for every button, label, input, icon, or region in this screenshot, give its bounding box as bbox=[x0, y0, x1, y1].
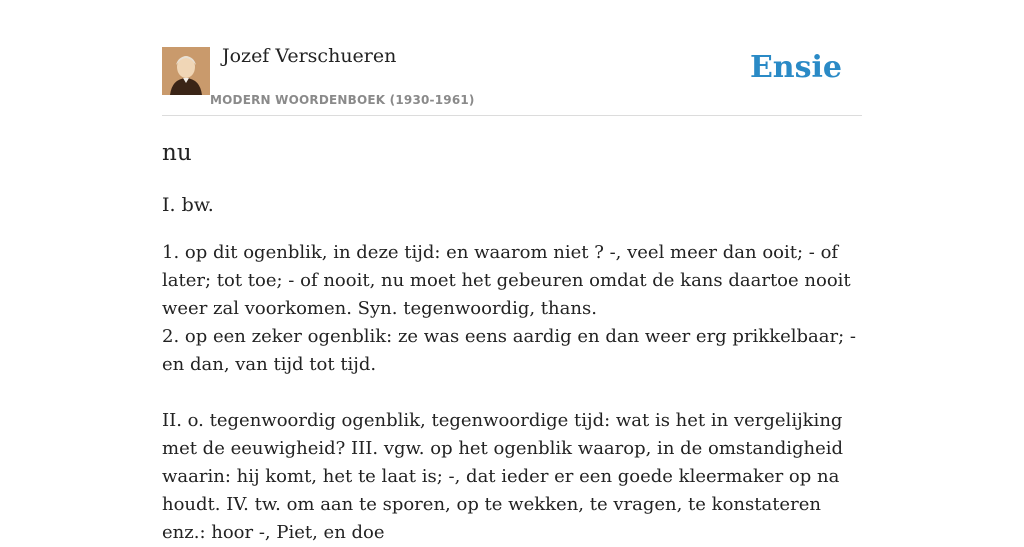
author-avatar[interactable] bbox=[162, 47, 210, 95]
sense-rest: II. o. tegenwoordig ogenblik, tegenwoordige tijd: wat is het in vergelijking met de eeuwigheid? III. vgw. op het ogenblik waarop, in de omstandigheid waarin: hij komt, het te laat is; -, dat ieder er een goede kleermaker op na houdt. IV. tw. om aan te sporen, op te wekken, te vragen, te konstateren enz.: hoor -, Piet, en doe bbox=[162, 410, 844, 543]
author-name[interactable]: Jozef Verschueren bbox=[222, 45, 397, 67]
paragraph-gap bbox=[162, 379, 862, 407]
source-label[interactable]: MODERN WOORDENBOEK (1930-1961) bbox=[210, 93, 475, 107]
entry-header bbox=[162, 0, 862, 116]
definition-body bbox=[162, 239, 862, 547]
entry-page bbox=[162, 0, 862, 543]
headword: nu bbox=[162, 140, 192, 166]
part-of-speech: I. bw. bbox=[162, 194, 214, 216]
sense-1: 1. op dit ogenblik, in deze tijd: en waarom niet ? -, veel meer dan ooit; - of later; tot toe; - of nooit, nu moet het gebeuren omdat de kans daartoe nooit weer zal voorkomen. Syn. tegenwoordig, thans. bbox=[162, 242, 851, 319]
sense-2: 2. op een zeker ogenblik: ze was eens aardig en dan weer erg prikkelbaar; - en dan, van tijd tot tijd. bbox=[162, 326, 856, 375]
ensie-logo[interactable]: Ensie bbox=[749, 50, 842, 85]
portrait-icon bbox=[162, 47, 210, 95]
